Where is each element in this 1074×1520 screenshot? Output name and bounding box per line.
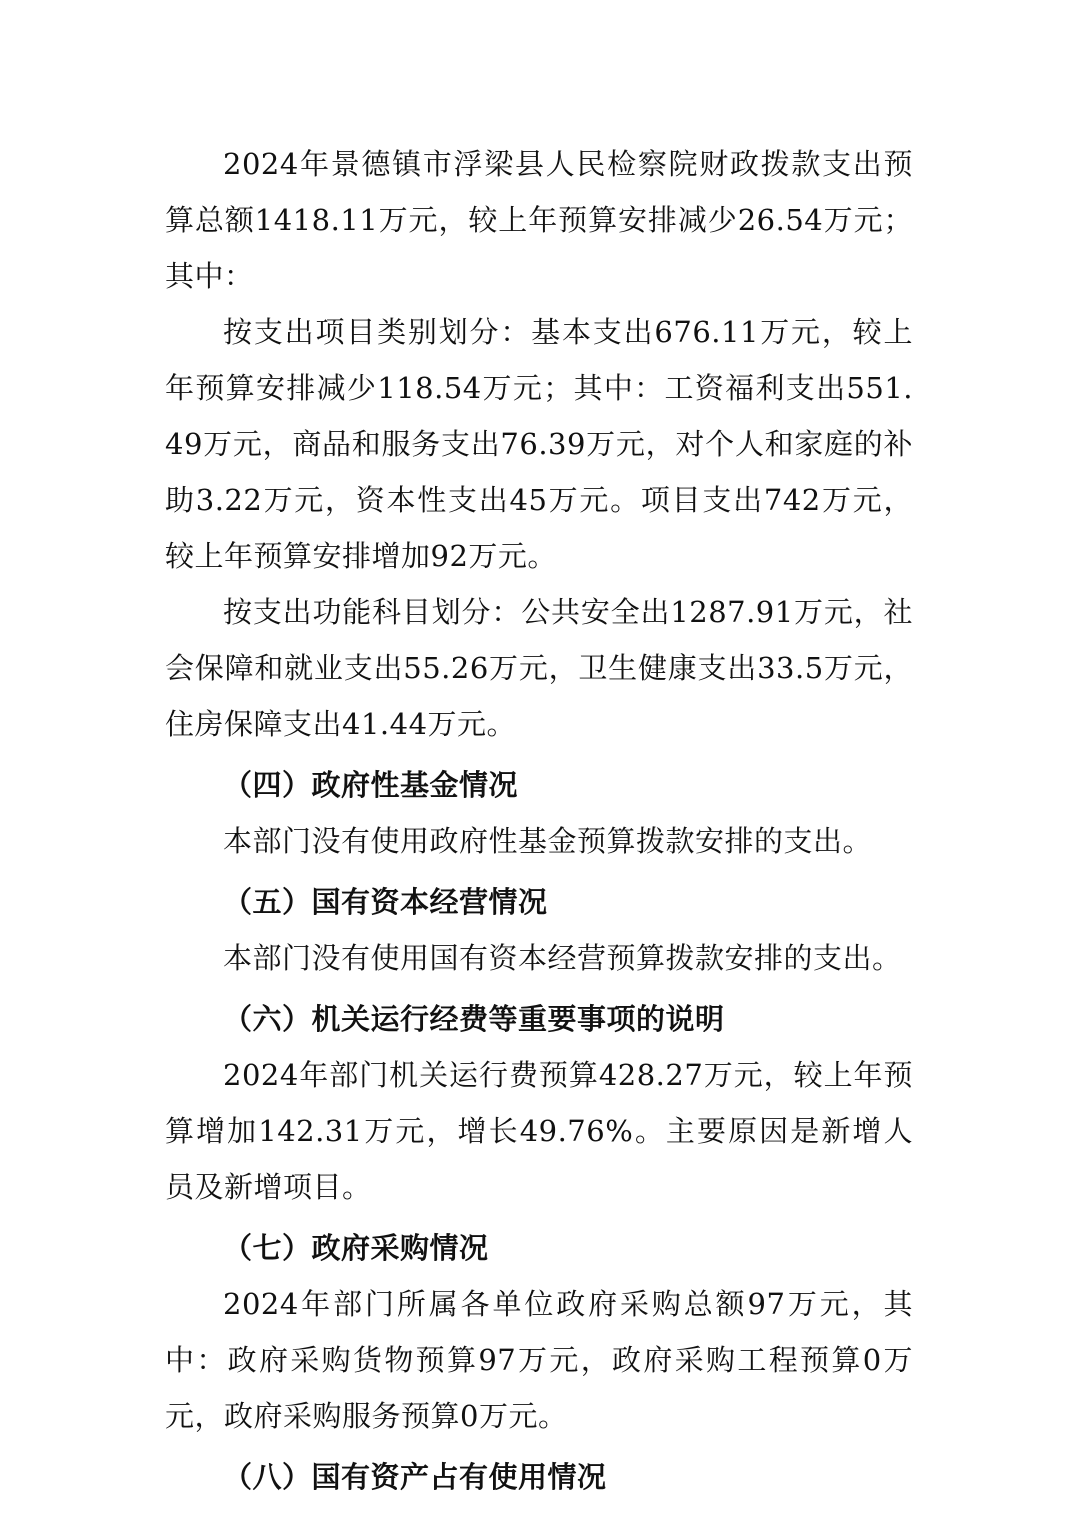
- heading-state-assets: （八）国有资产占有使用情况: [223, 1460, 607, 1494]
- paragraph-by-project-category: 按支出项目类别划分：基本支出676.11万元，较上年预算安排减少118.54万元；其中：工资福利支出551.49万元，商品和服务支出76.39万元，对个人和家庭的补助3.22万元，资本性支出45万元。项目支出742万元，较上年预算安排增加92万元。: [165, 315, 913, 573]
- paragraph-procurement: 2024年部门所属各单位政府采购总额97万元，其中：政府采购货物预算97万元，政府采购工程预算0万元，政府采购服务预算0万元。: [165, 1287, 913, 1433]
- heading-state-capital: （五）国有资本经营情况: [223, 885, 548, 919]
- heading-operating-expenses: （六）机关运行经费等重要事项的说明: [223, 1002, 725, 1036]
- heading-procurement: （七）政府采购情况: [223, 1231, 489, 1265]
- paragraph-budget-total: 2024年景德镇市浮梁县人民检察院财政拨款支出预算总额1418.11万元，较上年预算安排减少26.54万元；其中：: [165, 147, 913, 293]
- paragraph-state-capital: 本部门没有使用国有资本经营预算拨款安排的支出。: [223, 941, 902, 975]
- paragraph-by-function: 按支出功能科目划分：公共安全出1287.91万元，社会保障和就业支出55.26万元，卫生健康支出33.5万元，住房保障支出41.44万元。: [165, 595, 913, 741]
- heading-government-fund: （四）政府性基金情况: [223, 768, 519, 802]
- paragraph-operating-expenses: 2024年部门机关运行费预算428.27万元，较上年预算增加142.31万元，增长49.76%。主要原因是新增人员及新增项目。: [165, 1058, 913, 1204]
- paragraph-government-fund: 本部门没有使用政府性基金预算拨款安排的支出。: [223, 824, 873, 858]
- document-body: [165, 136, 913, 1505]
